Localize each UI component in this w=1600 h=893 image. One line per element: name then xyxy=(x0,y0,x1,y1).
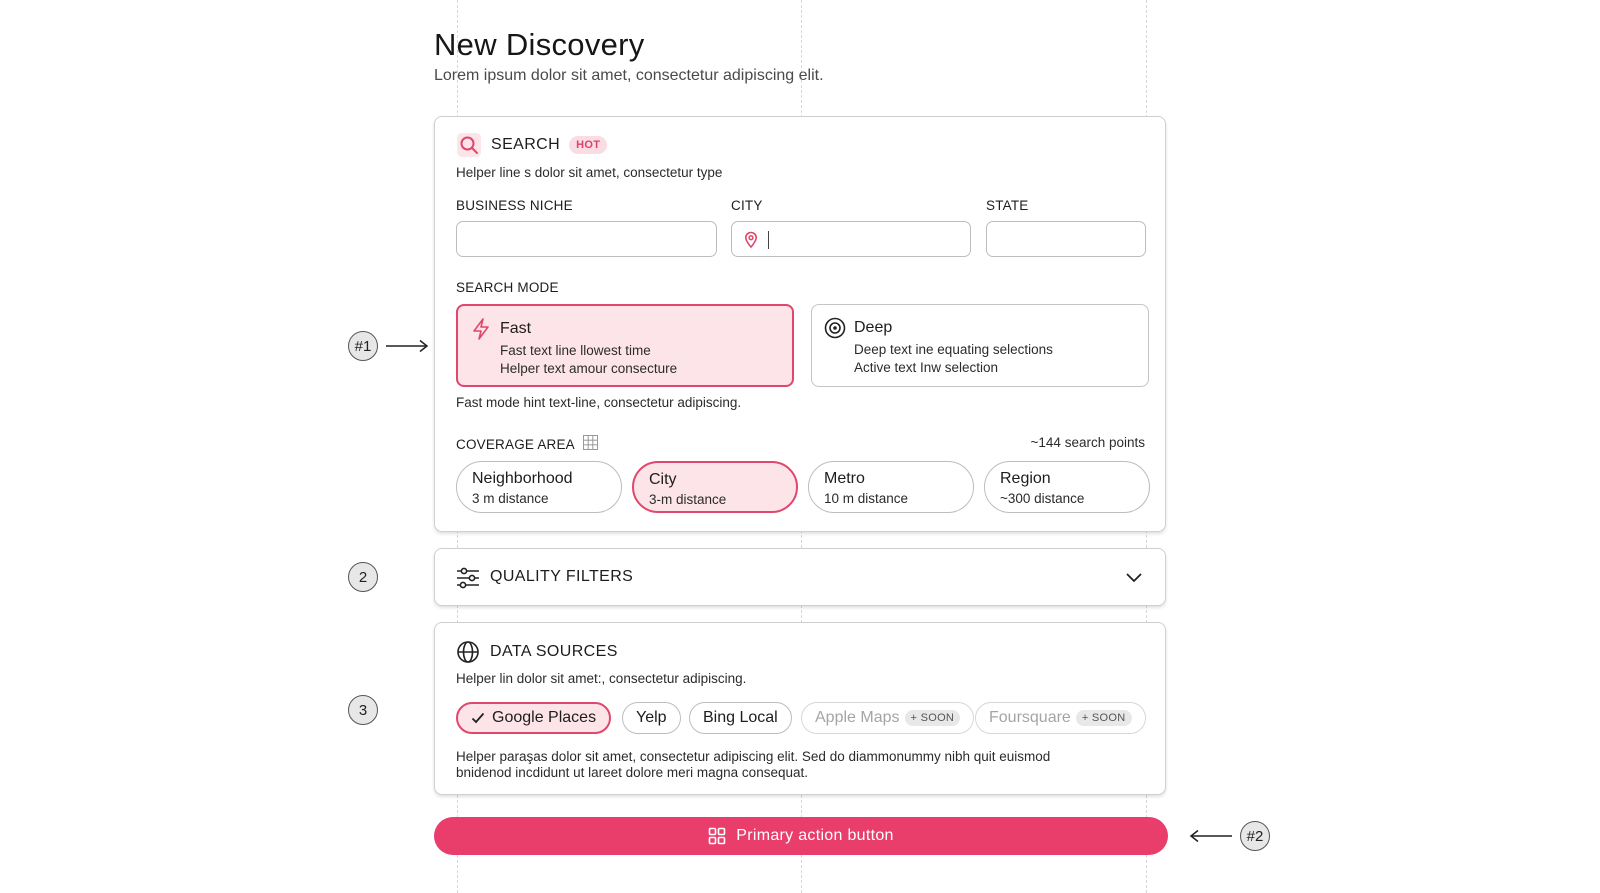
data-sources-card xyxy=(434,622,1166,795)
state-label: STATE xyxy=(986,198,1029,213)
source-chip-yelp[interactable] xyxy=(622,702,681,734)
mode-deep-line2: Active text Inw selection xyxy=(854,360,999,375)
mode-deep-name: Deep xyxy=(854,319,893,336)
search-title: SEARCH xyxy=(491,136,561,153)
source-chip-label: Apple Maps xyxy=(815,709,900,726)
map-pin-icon xyxy=(743,231,759,254)
sliders-icon xyxy=(456,567,480,594)
page-header xyxy=(434,26,1168,86)
quality-filters-card[interactable] xyxy=(434,548,1166,606)
data-sources-title: DATA SOURCES xyxy=(490,643,618,660)
coverage-option-neighborhood[interactable] xyxy=(456,461,622,513)
lightning-icon xyxy=(470,317,492,346)
data-sources-note-line1: Helper paraşas dolor sit amet, consectetur adipiscing elit. Sed do diammonummy nibh quit euismod xyxy=(456,749,1051,764)
primary-action-button[interactable] xyxy=(434,817,1168,855)
text-cursor xyxy=(768,231,769,249)
page-title: New Discovery xyxy=(434,27,645,62)
coverage-distance: ~300 distance xyxy=(1000,491,1085,506)
source-chip-label: Bing Local xyxy=(703,709,778,726)
globe-icon xyxy=(456,640,480,669)
source-chip-bing-local[interactable] xyxy=(689,702,792,734)
annotation-badge-1: #1 xyxy=(348,331,378,361)
search-card-header xyxy=(457,133,607,157)
mode-option-deep[interactable] xyxy=(811,304,1149,387)
business-niche-input[interactable] xyxy=(456,221,717,257)
grid-icon xyxy=(583,435,598,453)
mode-fast-name: Fast xyxy=(500,320,532,337)
quality-filters-title: QUALITY FILTERS xyxy=(490,568,634,585)
hot-badge: HOT xyxy=(569,136,607,154)
coverage-distance: 10 m distance xyxy=(824,491,909,506)
coverage-name: City xyxy=(649,471,677,488)
source-chip-google-places[interactable] xyxy=(456,702,611,734)
chevron-down-icon[interactable] xyxy=(1125,570,1143,588)
mode-deep-line1: Deep text ine equating selections xyxy=(854,342,1053,357)
search-points-count: ~144 search points xyxy=(1030,435,1145,450)
left-arrow-icon xyxy=(1188,829,1233,843)
coverage-name: Neighborhood xyxy=(472,470,573,487)
coverage-distance: 3 m distance xyxy=(472,491,549,506)
coverage-area-header xyxy=(456,435,598,453)
mode-fast-line2: Helper text amour consecture xyxy=(500,361,678,376)
mode-hint: Fast mode hint text-line, consectetur adipiscing. xyxy=(456,395,742,410)
annotation-badge-3: 3 xyxy=(348,695,378,725)
mode-option-fast[interactable] xyxy=(456,304,794,387)
coverage-distance: 3-m distance xyxy=(649,492,727,507)
business-niche-label: BUSINESS NICHE xyxy=(456,198,573,213)
coverage-option-city[interactable] xyxy=(632,461,798,513)
right-arrow-icon xyxy=(385,339,430,353)
data-sources-helper: Helper lin dolor sit amet:, consectetur adipiscing. xyxy=(456,671,747,686)
state-input[interactable] xyxy=(986,221,1146,257)
source-chip-label: Foursquare xyxy=(989,709,1071,726)
search-helper: Helper line s dolor sit amet, consectetur type xyxy=(456,165,723,180)
search-icon xyxy=(457,133,481,157)
coverage-name: Region xyxy=(1000,470,1051,487)
search-mode-label: SEARCH MODE xyxy=(456,280,559,295)
coverage-option-region[interactable] xyxy=(984,461,1150,513)
source-chip-apple-maps xyxy=(801,702,974,734)
check-icon xyxy=(471,712,485,724)
mode-fast-line1: Fast text line llowest time xyxy=(500,343,651,358)
primary-action-label: Primary action button xyxy=(736,827,894,844)
coverage-option-metro[interactable] xyxy=(808,461,974,513)
source-chip-foursquare xyxy=(975,702,1146,734)
soon-badge: + SOON xyxy=(905,710,961,726)
coverage-name: Metro xyxy=(824,470,865,487)
page-subtitle: Lorem ipsum dolor sit amet, consectetur adipiscing elit. xyxy=(434,67,824,84)
city-input[interactable] xyxy=(731,221,971,257)
grid-four-icon xyxy=(708,827,726,845)
target-icon xyxy=(824,317,846,344)
coverage-area-label: COVERAGE AREA xyxy=(456,436,575,452)
data-sources-note xyxy=(456,749,1050,781)
source-chip-label: Yelp xyxy=(636,709,667,726)
data-sources-note-line2: bnidenod incdidunt ut lareet dolore meri magna consequat. xyxy=(456,765,808,780)
annotation-badge-4: #2 xyxy=(1240,821,1270,851)
soon-badge: + SOON xyxy=(1076,710,1132,726)
annotation-badge-2: 2 xyxy=(348,562,378,592)
source-chip-label: Google Places xyxy=(492,709,597,726)
city-label: CITY xyxy=(731,198,763,213)
search-card xyxy=(434,116,1166,532)
